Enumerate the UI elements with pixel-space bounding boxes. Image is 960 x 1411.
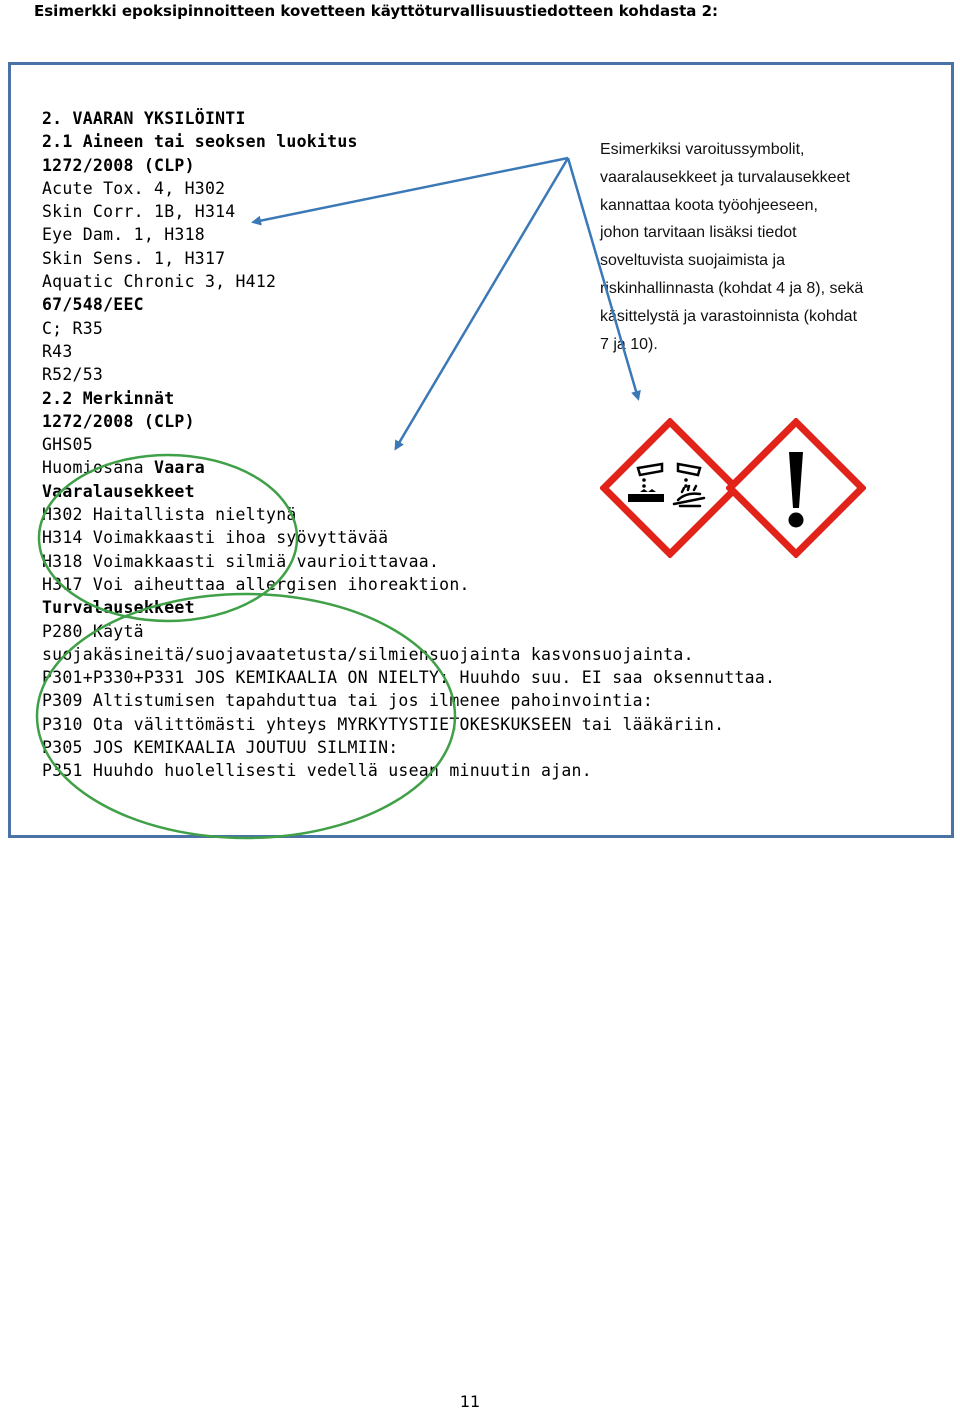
sds-line-text: H317 Voi aiheuttaa allergisen ihoreaktion. bbox=[42, 574, 470, 594]
sds-line-text: 2. VAARAN YKSILÖINTI bbox=[42, 109, 246, 128]
sds-line-text: R52/53 bbox=[42, 365, 104, 385]
arrow-to-classification bbox=[254, 158, 568, 222]
signal-word: Vaara bbox=[154, 458, 205, 478]
sds-line-text: Vaaralausekkeet bbox=[42, 481, 195, 501]
sds-line-text: P280 Käytä bbox=[42, 621, 144, 641]
sds-line-text: 1272/2008 (CLP) bbox=[42, 155, 195, 175]
sds-line-text: P309 Altistumisen tapahduttua tai jos ilmenee pahoinvointia: bbox=[42, 691, 654, 711]
note-line: käsittelystä ja varastoinnista (kohdat bbox=[600, 307, 858, 325]
sds-line-text: Skin Sens. 1, H317 bbox=[42, 248, 226, 268]
sds-line-text: Aquatic Chronic 3, H412 bbox=[42, 272, 277, 292]
sds-line-text: P305 JOS KEMIKAALIA JOUTUU SILMIIN: bbox=[42, 738, 399, 758]
sds-line-text: Acute Tox. 4, H302 bbox=[42, 178, 226, 198]
sds-line-text: H318 Voimakkaasti silmiä vaurioittavaa. bbox=[42, 551, 440, 571]
sds-line-text: GHS05 bbox=[42, 435, 93, 455]
page-number: 11 bbox=[459, 1392, 481, 1411]
sds-line-text: P301+P330+P331 JOS KEMIKAALIA ON NIELTY: Huuhdo suu. EI saa oksennuttaa. bbox=[42, 668, 776, 688]
sds-line-text: C; R35 bbox=[42, 318, 104, 338]
sds-line-text: Eye Dam. 1, H318 bbox=[42, 225, 205, 245]
sds-line-text: R43 bbox=[42, 341, 73, 361]
highlight-circle-hazard-statements bbox=[39, 455, 297, 621]
sds-line-text: P310 Ota välittömästi yhteys MYRKYTYSTIETOKESKUKSEEN tai lääkäriin. bbox=[42, 714, 725, 734]
sds-line-text: Skin Corr. 1B, H314 bbox=[42, 202, 236, 222]
sds-line-text: H302 Haitallista nieltynä bbox=[42, 505, 297, 525]
arrow-to-pictograms bbox=[568, 158, 638, 398]
sds-line-text: 2.1 Aineen tai seoksen luokitus bbox=[42, 132, 358, 152]
sds-line-text: P351 Huuhdo huolellisesti vedellä usean minuutin ajan. bbox=[42, 761, 592, 781]
sds-line-text: suojakäsineitä/suojavaatetusta/silmiensuojainta kasvonsuojainta. bbox=[42, 644, 694, 664]
note-line: 7 ja 10). bbox=[600, 335, 658, 353]
sds-line-text: 67/548/EEC bbox=[42, 295, 144, 315]
page-heading: Esimerkki epoksipinnoitteen kovetteen käyttöturvallisuustiedotteen kohdasta 2: bbox=[34, 2, 719, 20]
highlight-circle-precautionary-statements bbox=[37, 594, 455, 838]
note-line: riskinhallinnasta (kohdat 4 ja 8), sekä bbox=[600, 279, 864, 297]
sds-line-text: Turvalausekkeet bbox=[42, 598, 195, 618]
note-line: soveltuvista suojaimista ja bbox=[600, 252, 785, 270]
note-line: Esimerkiksi varoitussymbolit, bbox=[600, 141, 805, 158]
sds-line-text: 2.2 Merkinnät bbox=[42, 388, 175, 408]
sds-line-text: 1272/2008 (CLP) bbox=[42, 411, 195, 431]
note-line: kannattaa koota työohjeeseen, bbox=[600, 196, 818, 214]
sds-line-text: H314 Voimakkaasti ihoa syövyttävää bbox=[42, 528, 389, 548]
arrow-to-labelling bbox=[396, 158, 568, 448]
note-line: vaaralausekkeet ja turvalausekkeet bbox=[600, 168, 850, 186]
note-line: johon tarvitaan lisäksi tiedot bbox=[600, 224, 797, 242]
sds-line-text: Huomiosana bbox=[42, 458, 155, 478]
